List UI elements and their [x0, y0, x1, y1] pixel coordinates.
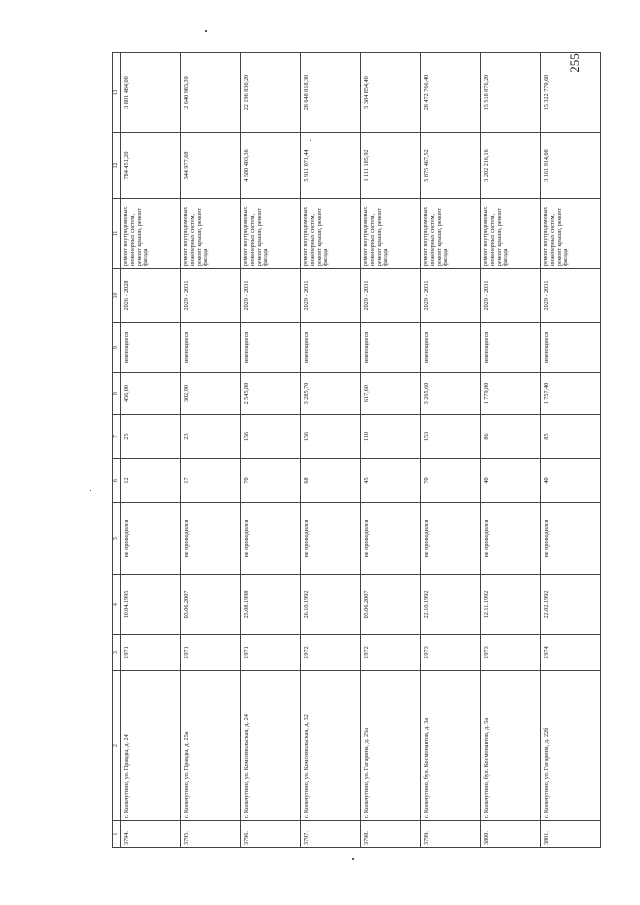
- cost-estimate-cell: 5 875 467,52: [421, 133, 481, 199]
- date-cell: 05.06.2007: [361, 575, 421, 635]
- year-built-cell: 1974: [541, 635, 601, 671]
- date-cell: 26.10.1992: [301, 575, 361, 635]
- column-header: 3: [113, 635, 121, 671]
- cost-estimate-cell: 344 977,68: [181, 133, 241, 199]
- total-cost-cell: 5 384 854,40: [361, 53, 421, 133]
- residents-count-cell: 25: [121, 415, 181, 459]
- work-types-cell: ремонт внутридомовых инженерных систем, ремонт крыши, ремонт фасада: [481, 199, 541, 269]
- address-cell: г. Кольчугино, бул. Космонавтов, д. 5а: [481, 671, 541, 821]
- row-number-cell: 3795.: [181, 821, 241, 848]
- period-cell: 2029 - 2031: [181, 269, 241, 323]
- column-header: 10: [113, 269, 121, 323]
- period-cell: 2029 - 2031: [481, 269, 541, 323]
- registry-table: [112, 52, 601, 848]
- address-cell: г. Кольчугино, ул. Гагарина, д. 22б: [541, 671, 601, 821]
- address-cell: г. Кольчугино, ул. Комсомольская, д. 32: [301, 671, 361, 821]
- cost-estimate-cell: 5 911 071,44: [301, 133, 361, 199]
- registry-table-container: [112, 53, 611, 848]
- apartments-count-cell: 17: [181, 459, 241, 503]
- period-cell: 2029 - 2031: [421, 269, 481, 323]
- capacity-cell: имеющиеся: [481, 323, 541, 373]
- area-cell: 302,90: [181, 373, 241, 415]
- header-row: [113, 53, 121, 848]
- year-built-cell: 1972: [301, 635, 361, 671]
- table-row: [421, 53, 481, 848]
- residents-count-cell: 23: [181, 415, 241, 459]
- period-cell: 2029 - 2031: [361, 269, 421, 323]
- apartments-count-cell: 70: [241, 459, 301, 503]
- capacity-cell: имеющиеся: [121, 323, 181, 373]
- overhaul-status-cell: не проводился: [541, 503, 601, 575]
- column-header: 11: [113, 199, 121, 269]
- total-cost-cell: 2 640 983,39: [181, 53, 241, 133]
- row-number-cell: 3801.: [541, 821, 601, 848]
- year-built-cell: 1971: [241, 635, 301, 671]
- area-cell: 456,00: [121, 373, 181, 415]
- total-cost-cell: 28 648 018,30: [301, 53, 361, 133]
- row-number-cell: 3798.: [361, 821, 421, 848]
- table-row: [541, 53, 601, 848]
- column-header: 1: [113, 821, 121, 848]
- apartments-count-cell: 70: [421, 459, 481, 503]
- row-number-cell: 3800.: [481, 821, 541, 848]
- table-row: [481, 53, 541, 848]
- scan-speck: [205, 30, 207, 32]
- row-number-cell: 3794.: [121, 821, 181, 848]
- work-types-cell: ремонт внутридомовых инженерных систем, ремонт крыши, ремонт фасада: [421, 199, 481, 269]
- column-header: 4: [113, 575, 121, 635]
- residents-count-cell: 85: [541, 415, 601, 459]
- column-header: 7: [113, 415, 121, 459]
- overhaul-status-cell: не проводился: [241, 503, 301, 575]
- overhaul-status-cell: не проводился: [181, 503, 241, 575]
- capacity-cell: имеющиеся: [541, 323, 601, 373]
- address-cell: г. Кольчугино, ул. Правды, д. 24: [121, 671, 181, 821]
- address-cell: г. Кольчугино, ул. Комсомольская, д. 24: [241, 671, 301, 821]
- work-types-cell: ремонт внутридомовых инженерных систем, ремонт крыши, ремонт фасада: [301, 199, 361, 269]
- column-header: 13: [113, 53, 121, 133]
- work-types-cell: ремонт внутридомовых инженерных систем, ремонт крыши, ремонт фасада: [361, 199, 421, 269]
- cost-estimate-cell: 784 451,20: [121, 133, 181, 199]
- year-built-cell: 1973: [421, 635, 481, 671]
- cost-estimate-cell: 1 111 185,92: [361, 133, 421, 199]
- column-header: 5: [113, 503, 121, 575]
- column-header: 9: [113, 323, 121, 373]
- capacity-cell: имеющиеся: [181, 323, 241, 373]
- overhaul-status-cell: не проводился: [481, 503, 541, 575]
- work-types-cell: ремонт внутридомовых инженерных систем, ремонт крыши, ремонт фасада: [241, 199, 301, 269]
- capacity-cell: имеющиеся: [241, 323, 301, 373]
- overhaul-status-cell: не проводился: [121, 503, 181, 575]
- date-cell: 12.11.1992: [481, 575, 541, 635]
- date-cell: 22.10.1992: [421, 575, 481, 635]
- period-cell: 2029 - 2031: [301, 269, 361, 323]
- address-cell: г. Кольчугино, ул. Гагарина, д. 25а: [361, 671, 421, 821]
- residents-count-cell: 110: [361, 415, 421, 459]
- total-cost-cell: 28 472 766,40: [421, 53, 481, 133]
- area-cell: 1 779,80: [481, 373, 541, 415]
- year-built-cell: 1973: [481, 635, 541, 671]
- page-number: 255: [567, 53, 582, 73]
- total-cost-cell: 3 801 484,00: [121, 53, 181, 133]
- capacity-cell: имеющиеся: [361, 323, 421, 373]
- row-number-cell: 3799.: [421, 821, 481, 848]
- apartments-count-cell: 40: [481, 459, 541, 503]
- overhaul-status-cell: не проводился: [361, 503, 421, 575]
- column-header: 12: [113, 133, 121, 199]
- apartments-count-cell: 45: [361, 459, 421, 503]
- table-row: [121, 53, 181, 848]
- address-cell: г. Кольчугино, бул. Космонавтов, д. 3а: [421, 671, 481, 821]
- cost-estimate-cell: 4 580 403,36: [241, 133, 301, 199]
- area-cell: 2 545,80: [241, 373, 301, 415]
- scan-speck: [90, 490, 91, 491]
- total-cost-cell: 22 196 830,20: [241, 53, 301, 133]
- column-header: 2: [113, 671, 121, 821]
- residents-count-cell: 156: [301, 415, 361, 459]
- capacity-cell: имеющиеся: [301, 323, 361, 373]
- scan-speck: [352, 858, 354, 860]
- date-cell: 25.08.1998: [241, 575, 301, 635]
- apartments-count-cell: 12: [121, 459, 181, 503]
- capacity-cell: имеющиеся: [421, 323, 481, 373]
- total-cost-cell: 15 518 076,20: [481, 53, 541, 133]
- column-header: 8: [113, 373, 121, 415]
- year-built-cell: 1972: [361, 635, 421, 671]
- area-cell: 617,60: [361, 373, 421, 415]
- apartments-count-cell: 40: [541, 459, 601, 503]
- work-types-cell: ремонт внутридомовых инженерных систем, ремонт крыши, ремонт фасада: [181, 199, 241, 269]
- table-row: [361, 53, 421, 848]
- date-cell: 10.04.1995: [121, 575, 181, 635]
- period-cell: 2026 - 2028: [121, 269, 181, 323]
- table-row: [241, 53, 301, 848]
- row-number-cell: 3796.: [241, 821, 301, 848]
- overhaul-status-cell: не проводился: [301, 503, 361, 575]
- date-cell: 03.06.2007: [181, 575, 241, 635]
- column-header: 6: [113, 459, 121, 503]
- residents-count-cell: 153: [421, 415, 481, 459]
- residents-count-cell: 156: [241, 415, 301, 459]
- work-types-cell: ремонт внутридомовых инженерных систем, ремонт крыши, ремонт фасада: [541, 199, 601, 269]
- total-cost-cell: 15 322 770,60: [541, 53, 601, 133]
- work-types-cell: ремонт внутридомовых инженерных систем, ремонт крыши, ремонт фасада: [121, 199, 181, 269]
- year-built-cell: 1971: [121, 635, 181, 671]
- area-cell: 3 265,60: [421, 373, 481, 415]
- cost-estimate-cell: 3 202 216,16: [481, 133, 541, 199]
- period-cell: 2029 - 2031: [241, 269, 301, 323]
- area-cell: 3 285,70: [301, 373, 361, 415]
- table-row: [181, 53, 241, 848]
- overhaul-status-cell: не проводился: [421, 503, 481, 575]
- residents-count-cell: 86: [481, 415, 541, 459]
- table-row: [301, 53, 361, 848]
- year-built-cell: 1971: [181, 635, 241, 671]
- row-number-cell: 3797.: [301, 821, 361, 848]
- period-cell: 2029 - 2031: [541, 269, 601, 323]
- address-cell: г. Кольчугино, ул. Правды, д. 25а: [181, 671, 241, 821]
- apartments-count-cell: 68: [301, 459, 361, 503]
- cost-estimate-cell: 3 161 914,08: [541, 133, 601, 199]
- date-cell: 22.02.1992: [541, 575, 601, 635]
- area-cell: 1 757,40: [541, 373, 601, 415]
